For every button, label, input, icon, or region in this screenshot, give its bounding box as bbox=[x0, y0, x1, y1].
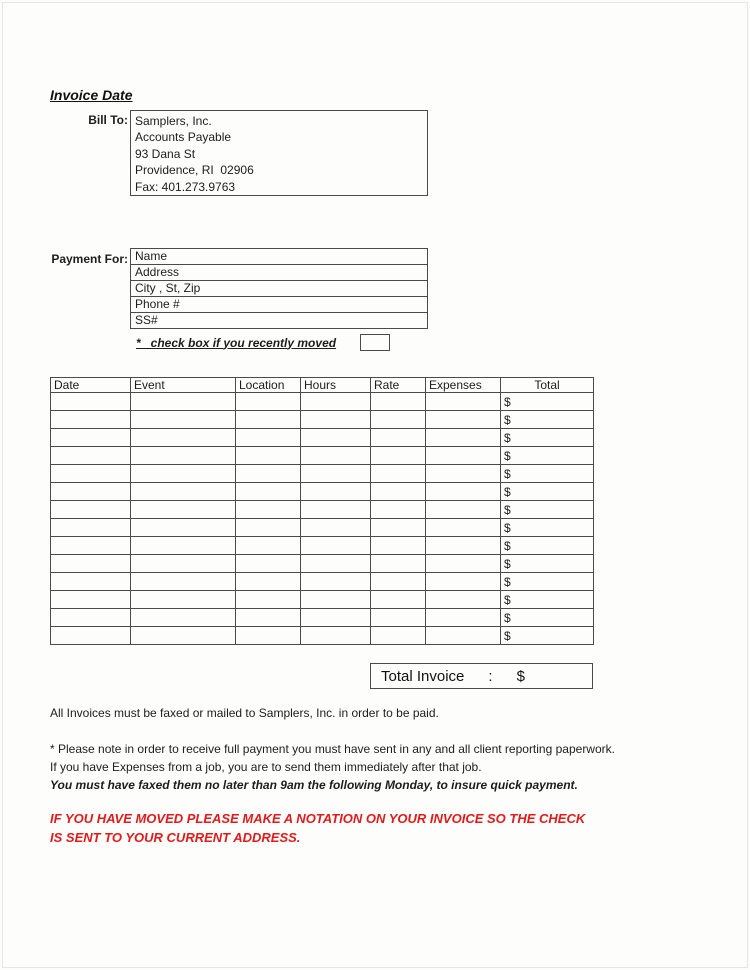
cell-hours-4[interactable] bbox=[301, 447, 371, 465]
cell-location-14[interactable] bbox=[236, 627, 301, 645]
cell-location-13[interactable] bbox=[236, 609, 301, 627]
total-invoice-currency: $ bbox=[516, 667, 525, 685]
cell-total-1[interactable]: $ bbox=[501, 393, 594, 411]
cell-location-1[interactable] bbox=[236, 393, 301, 411]
invoice-row-8 bbox=[51, 519, 594, 537]
cell-event-6[interactable] bbox=[131, 483, 236, 501]
invoice-row-1 bbox=[51, 393, 594, 411]
cell-total-13[interactable]: $ bbox=[501, 609, 594, 627]
total-invoice-label: Total Invoice bbox=[381, 667, 465, 685]
cell-hours-3[interactable] bbox=[301, 429, 371, 447]
column-header-location: Location bbox=[236, 378, 301, 393]
bill-to-city: Providence, RI 02906 bbox=[135, 163, 254, 178]
cell-event-8[interactable] bbox=[131, 519, 236, 537]
invoice-row-2 bbox=[51, 411, 594, 429]
invoice-row-3 bbox=[51, 429, 594, 447]
cell-hours-1[interactable] bbox=[301, 393, 371, 411]
invoice-row-13 bbox=[51, 609, 594, 627]
bill-to-street: 93 Dana St bbox=[135, 146, 196, 161]
cell-date-13[interactable] bbox=[51, 609, 131, 627]
cell-expenses-5[interactable] bbox=[426, 465, 501, 483]
column-header-rate: Rate bbox=[371, 378, 426, 393]
moved-check-row bbox=[136, 334, 390, 351]
cell-rate-11[interactable] bbox=[371, 573, 426, 591]
footer-payment-instruction: All Invoices must be faxed or mailed to Samplers, Inc. in order to be paid. bbox=[50, 706, 439, 720]
cell-location-11[interactable] bbox=[236, 573, 301, 591]
cell-date-10[interactable] bbox=[51, 555, 131, 573]
invoice-row-4 bbox=[51, 447, 594, 465]
column-header-expenses: Expenses bbox=[426, 378, 501, 393]
moved-notice bbox=[50, 810, 585, 847]
cell-hours-12[interactable] bbox=[301, 591, 371, 609]
cell-location-9[interactable] bbox=[236, 537, 301, 555]
cell-expenses-4[interactable] bbox=[426, 447, 501, 465]
cell-rate-2[interactable] bbox=[371, 411, 426, 429]
cell-expenses-6[interactable] bbox=[426, 483, 501, 501]
footer-notes-block bbox=[50, 740, 615, 794]
cell-expenses-11[interactable] bbox=[426, 573, 501, 591]
column-header-total: Total bbox=[501, 378, 594, 393]
cell-total-11[interactable]: $ bbox=[501, 573, 594, 591]
cell-hours-13[interactable] bbox=[301, 609, 371, 627]
cell-event-4[interactable] bbox=[131, 447, 236, 465]
cell-rate-10[interactable] bbox=[371, 555, 426, 573]
cell-location-5[interactable] bbox=[236, 465, 301, 483]
invoice-row-11 bbox=[51, 573, 594, 591]
cell-event-11[interactable] bbox=[131, 573, 236, 591]
cell-hours-8[interactable] bbox=[301, 519, 371, 537]
payment-field-city-st-zip[interactable]: City , St, Zip bbox=[130, 280, 428, 297]
payment-field-phone[interactable]: Phone # bbox=[130, 296, 428, 313]
bill-to-department: Accounts Payable bbox=[135, 130, 232, 145]
cell-hours-14[interactable] bbox=[301, 627, 371, 645]
cell-date-8[interactable] bbox=[51, 519, 131, 537]
bill-to-fax: Fax: 401.273.9763 bbox=[135, 179, 236, 194]
cell-event-13[interactable] bbox=[131, 609, 236, 627]
footer-note-deadline: You must have faxed them no later than 9am the following Monday, to insure quick payment. bbox=[50, 778, 578, 792]
cell-date-3[interactable] bbox=[51, 429, 131, 447]
cell-expenses-7[interactable] bbox=[426, 501, 501, 519]
cell-location-8[interactable] bbox=[236, 519, 301, 537]
cell-expenses-3[interactable] bbox=[426, 429, 501, 447]
cell-location-10[interactable] bbox=[236, 555, 301, 573]
cell-event-2[interactable] bbox=[131, 411, 236, 429]
footer-note-paperwork: * Please note in order to receive full payment you must have sent in any and all client reporting paperwork. bbox=[50, 742, 615, 756]
cell-event-10[interactable] bbox=[131, 555, 236, 573]
cell-date-11[interactable] bbox=[51, 573, 131, 591]
cell-hours-6[interactable] bbox=[301, 483, 371, 501]
invoice-row-10 bbox=[51, 555, 594, 573]
cell-date-9[interactable] bbox=[51, 537, 131, 555]
cell-expenses-12[interactable] bbox=[426, 591, 501, 609]
invoice-table-header-row bbox=[51, 378, 594, 393]
column-header-date: Date bbox=[51, 378, 131, 393]
invoice-row-6 bbox=[51, 483, 594, 501]
bill-to-box bbox=[130, 110, 428, 196]
cell-date-1[interactable] bbox=[51, 393, 131, 411]
cell-total-4[interactable]: $ bbox=[501, 447, 594, 465]
cell-rate-6[interactable] bbox=[371, 483, 426, 501]
payment-field-name[interactable]: Name bbox=[130, 248, 428, 265]
cell-rate-9[interactable] bbox=[371, 537, 426, 555]
cell-location-3[interactable] bbox=[236, 429, 301, 447]
bill-to-label: Bill To: bbox=[88, 113, 128, 127]
cell-event-1[interactable] bbox=[131, 393, 236, 411]
cell-event-3[interactable] bbox=[131, 429, 236, 447]
moved-check-note: * check box if you recently moved bbox=[136, 335, 337, 350]
cell-rate-3[interactable] bbox=[371, 429, 426, 447]
invoice-row-14 bbox=[51, 627, 594, 645]
cell-hours-9[interactable] bbox=[301, 537, 371, 555]
moved-checkbox[interactable] bbox=[360, 334, 390, 351]
cell-rate-5[interactable] bbox=[371, 465, 426, 483]
cell-expenses-8[interactable] bbox=[426, 519, 501, 537]
cell-expenses-1[interactable] bbox=[426, 393, 501, 411]
total-invoice-colon: : bbox=[488, 667, 493, 685]
cell-location-4[interactable] bbox=[236, 447, 301, 465]
cell-hours-2[interactable] bbox=[301, 411, 371, 429]
footer-note-expenses: If you have Expenses from a job, you are to send them immediately after that job. bbox=[50, 760, 482, 774]
invoice-row-12 bbox=[51, 591, 594, 609]
cell-rate-13[interactable] bbox=[371, 609, 426, 627]
cell-total-14[interactable]: $ bbox=[501, 627, 594, 645]
cell-date-14[interactable] bbox=[51, 627, 131, 645]
invoice-date-heading: Invoice Date bbox=[50, 87, 133, 103]
cell-rate-12[interactable] bbox=[371, 591, 426, 609]
invoice-row-5 bbox=[51, 465, 594, 483]
cell-location-6[interactable] bbox=[236, 483, 301, 501]
cell-total-5[interactable]: $ bbox=[501, 465, 594, 483]
invoice-table-body bbox=[51, 393, 594, 645]
cell-total-8[interactable]: $ bbox=[501, 519, 594, 537]
cell-location-2[interactable] bbox=[236, 411, 301, 429]
payment-field-ssn[interactable]: SS# bbox=[130, 312, 428, 329]
cell-expenses-13[interactable] bbox=[426, 609, 501, 627]
cell-date-7[interactable] bbox=[51, 501, 131, 519]
invoice-row-7 bbox=[51, 501, 594, 519]
cell-hours-5[interactable] bbox=[301, 465, 371, 483]
cell-event-9[interactable] bbox=[131, 537, 236, 555]
cell-event-5[interactable] bbox=[131, 465, 236, 483]
cell-total-3[interactable]: $ bbox=[501, 429, 594, 447]
cell-expenses-2[interactable] bbox=[426, 411, 501, 429]
cell-date-12[interactable] bbox=[51, 591, 131, 609]
cell-expenses-14[interactable] bbox=[426, 627, 501, 645]
cell-rate-14[interactable] bbox=[371, 627, 426, 645]
cell-total-6[interactable]: $ bbox=[501, 483, 594, 501]
cell-hours-10[interactable] bbox=[301, 555, 371, 573]
cell-total-9[interactable]: $ bbox=[501, 537, 594, 555]
payment-for-fields bbox=[130, 248, 428, 329]
invoice-table bbox=[50, 377, 594, 645]
cell-hours-7[interactable] bbox=[301, 501, 371, 519]
cell-rate-7[interactable] bbox=[371, 501, 426, 519]
cell-total-2[interactable]: $ bbox=[501, 411, 594, 429]
column-header-hours: Hours bbox=[301, 378, 371, 393]
payment-for-label: Payment For: bbox=[51, 252, 128, 266]
invoice-row-9 bbox=[51, 537, 594, 555]
cell-date-5[interactable] bbox=[51, 465, 131, 483]
cell-event-12[interactable] bbox=[131, 591, 236, 609]
cell-event-7[interactable] bbox=[131, 501, 236, 519]
cell-rate-8[interactable] bbox=[371, 519, 426, 537]
cell-rate-4[interactable] bbox=[371, 447, 426, 465]
moved-notice-line1: IF YOU HAVE MOVED PLEASE MAKE A NOTATION ON YOUR INVOICE SO THE CHECK bbox=[50, 811, 586, 826]
cell-hours-11[interactable] bbox=[301, 573, 371, 591]
cell-total-12[interactable]: $ bbox=[501, 591, 594, 609]
cell-date-6[interactable] bbox=[51, 483, 131, 501]
cell-rate-1[interactable] bbox=[371, 393, 426, 411]
cell-total-10[interactable]: $ bbox=[501, 555, 594, 573]
total-invoice-box bbox=[370, 663, 593, 689]
cell-event-14[interactable] bbox=[131, 627, 236, 645]
column-header-event: Event bbox=[131, 378, 236, 393]
bill-to-company: Samplers, Inc. bbox=[135, 114, 212, 128]
cell-location-7[interactable] bbox=[236, 501, 301, 519]
moved-notice-line2: IS SENT TO YOUR CURRENT ADDRESS. bbox=[50, 829, 301, 845]
cell-location-12[interactable] bbox=[236, 591, 301, 609]
cell-expenses-10[interactable] bbox=[426, 555, 501, 573]
payment-field-address[interactable]: Address bbox=[130, 264, 428, 281]
cell-date-4[interactable] bbox=[51, 447, 131, 465]
cell-expenses-9[interactable] bbox=[426, 537, 501, 555]
cell-total-7[interactable]: $ bbox=[501, 501, 594, 519]
cell-date-2[interactable] bbox=[51, 411, 131, 429]
